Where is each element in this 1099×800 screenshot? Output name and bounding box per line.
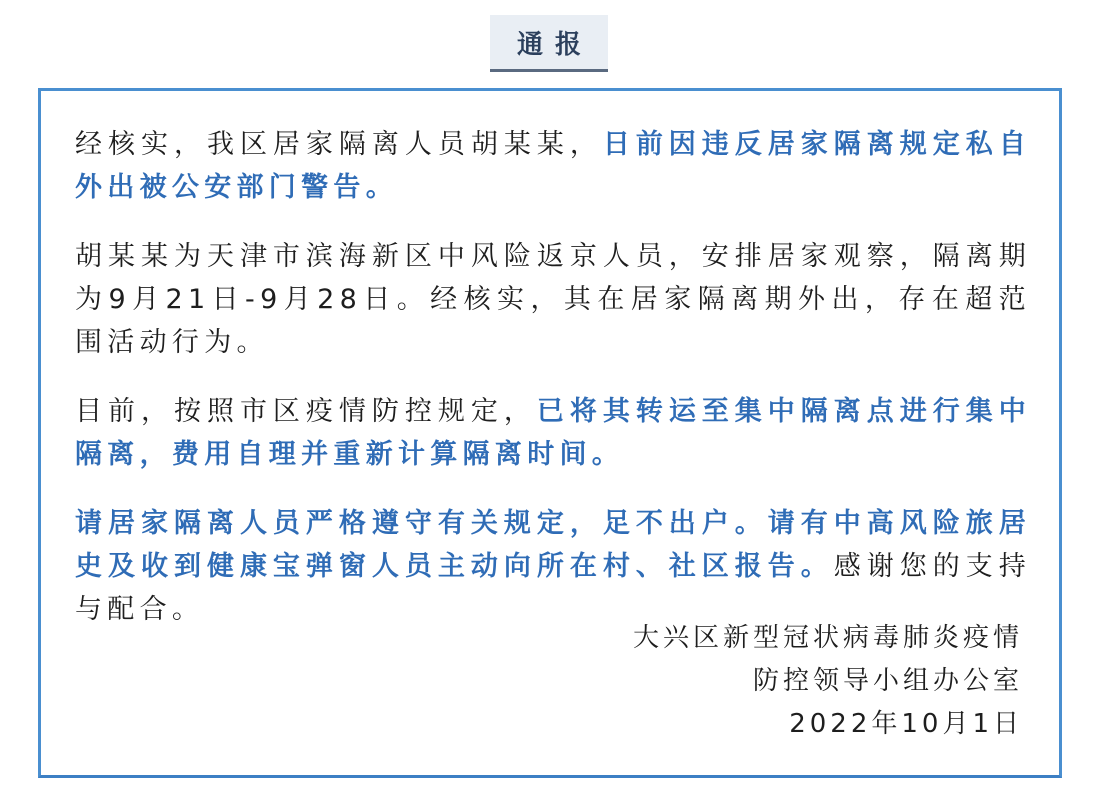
paragraph-2 bbox=[75, 235, 1031, 364]
paragraph-highlight: 已将其转运至集中隔离点进行集中隔离，费用自理并重新计算隔离时间。 bbox=[75, 396, 1032, 470]
notice-frame bbox=[38, 88, 1062, 778]
signature-date: 2022年10月1日 bbox=[789, 709, 1023, 739]
notice-title-tab bbox=[490, 15, 608, 72]
paragraph-text: 目前，按照市区疫情防控规定， bbox=[75, 396, 537, 427]
notice-body bbox=[75, 123, 1031, 657]
paragraph-highlight: 请居家隔离人员严格遵守有关规定，足不出户。请有中高风险旅居史及收到健康宝弹窗人员主动向所在村、社区报告。 bbox=[75, 508, 1031, 582]
notice-title: 通报 bbox=[516, 29, 593, 60]
paragraph-text: 胡某某为天津市滨海新区中风险返京人员，安排居家观察，隔离期为9月21日-9月28日。经核实，其在居家隔离期外出，存在超范围活动行为。 bbox=[75, 241, 1031, 358]
paragraph-1 bbox=[75, 123, 1031, 209]
paragraph-3 bbox=[75, 390, 1031, 476]
paragraph-4 bbox=[75, 502, 1031, 631]
signature-block bbox=[633, 617, 1023, 746]
paragraph-text: 经核实，我区居家隔离人员胡某某， bbox=[75, 129, 603, 160]
paragraph-text: 感谢您的支持与配合。 bbox=[75, 551, 1031, 625]
signature-org-line1: 大兴区新型冠状病毒肺炎疫情 bbox=[632, 623, 1023, 653]
paragraph-highlight: 日前因违反居家隔离规定私自外出被公安部门警告。 bbox=[75, 129, 1031, 203]
signature-org-line2: 防控领导小组办公室 bbox=[752, 666, 1023, 696]
